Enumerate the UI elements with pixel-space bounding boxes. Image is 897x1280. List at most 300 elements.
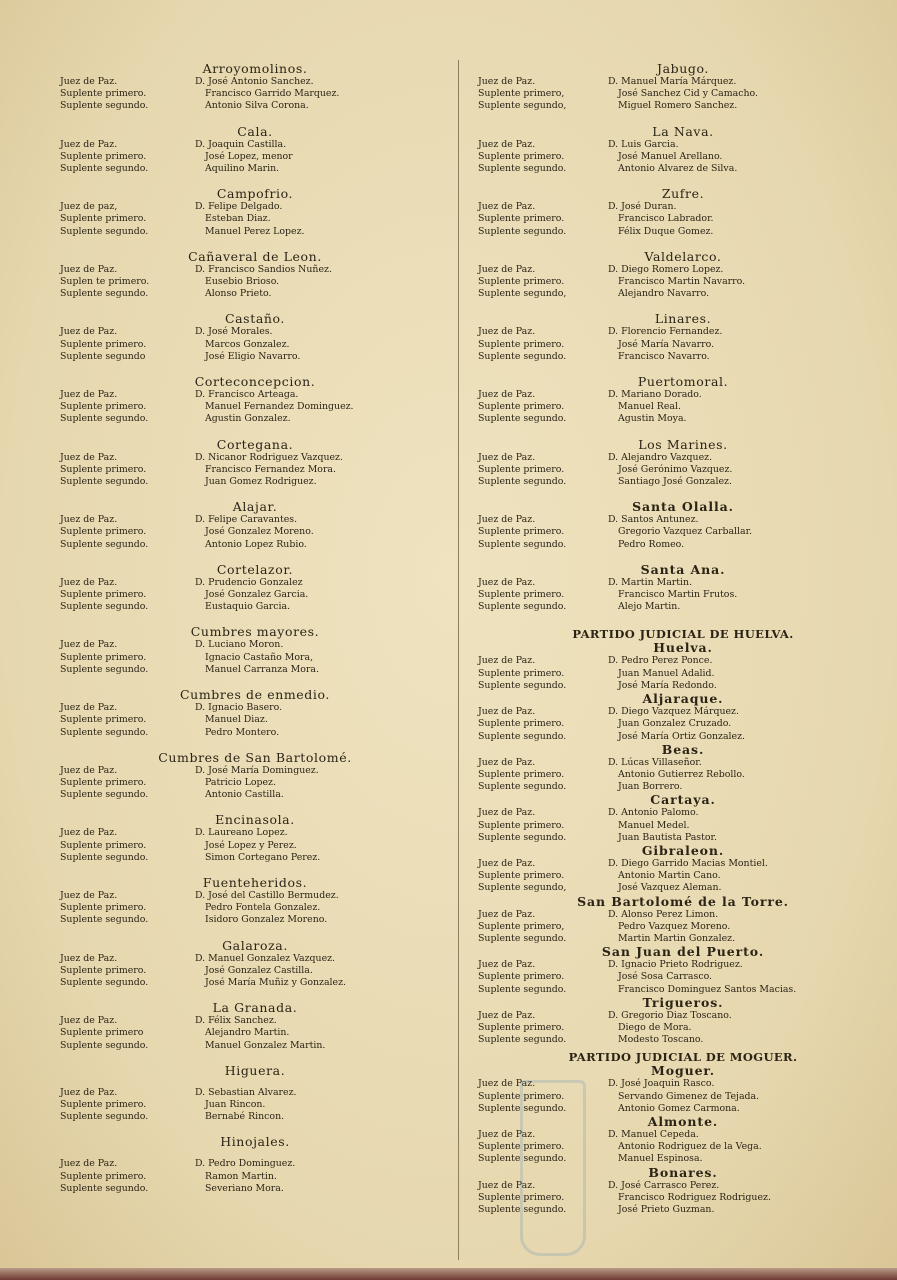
town-heading: Aljaraque. [642, 691, 724, 707]
person-name: D. José Antonio Sanchez. [195, 76, 314, 87]
entry-row [60, 577, 450, 589]
person-name: José Sanchez Cid y Camacho. [618, 88, 758, 100]
person-name: D. Pedro Dominguez. [195, 1158, 296, 1170]
entry-row [60, 789, 450, 801]
entry-row [478, 1034, 888, 1046]
town-heading: Cumbres de enmedio. [180, 687, 330, 703]
entry-row [60, 589, 450, 601]
town-heading: San Juan del Puerto. [601, 944, 765, 960]
role-label: Suplente segundo. [60, 413, 149, 425]
entry-row [478, 401, 888, 413]
role-label: Juez de Paz. [478, 263, 536, 275]
role-label: Juez de Paz. [478, 201, 536, 213]
entry-row [60, 452, 450, 464]
role-label: Suplente primero. [478, 401, 565, 413]
entry-row [60, 514, 450, 526]
town-heading: San Bartolomé de la Torre. [577, 893, 789, 909]
entry-row [478, 464, 888, 476]
entry-row [60, 339, 450, 351]
person-name: Manuel Carranza Mora. [205, 663, 319, 675]
archive-watermark-shield [520, 1080, 586, 1256]
role-label: Suplente primero. [478, 819, 565, 831]
person-name: D. Nicanor Rodriguez Vazquez. [195, 451, 343, 463]
entry-row [478, 984, 888, 996]
entry-row [478, 288, 888, 300]
person-name: José Lopez, menor [205, 150, 293, 162]
role-label: Suplente segundo. [60, 100, 149, 112]
role-label: Suplente primero. [478, 1141, 565, 1153]
entry-row [478, 201, 888, 213]
entry-row [60, 1111, 450, 1123]
role-label: Juez de Paz. [60, 952, 118, 964]
person-name: D. Manuel Gonzalez Vazquez. [195, 952, 336, 964]
entry-row [60, 827, 450, 839]
role-label: Juez de Paz. [478, 576, 536, 588]
town-heading: Valdelarco. [644, 248, 722, 264]
person-name: Servando Gimenez de Tejada. [618, 1090, 760, 1102]
entry-row [60, 151, 450, 163]
town-heading: Santa Olalla. [632, 499, 734, 515]
entry-row [60, 389, 450, 401]
entry-row [478, 807, 888, 819]
role-label: Juez de Paz. [478, 389, 536, 401]
role-label: Suplente primero. [60, 463, 147, 475]
person-name: Severiano Mora. [205, 1182, 284, 1194]
person-name: Modesto Toscano. [618, 1034, 704, 1046]
role-label: Juez de Paz. [478, 807, 536, 819]
person-name: D. Felipe Caravantes. [195, 514, 298, 526]
town-heading: Galaroza. [222, 937, 288, 953]
person-name: Aquilino Marin. [205, 163, 280, 175]
role-label: Suplente primero, [478, 920, 565, 932]
entry-row [60, 890, 450, 902]
town-heading: Bonares. [648, 1164, 718, 1180]
entry-row [478, 213, 888, 225]
town-heading: Cartaya. [650, 792, 716, 808]
person-name: José Eligio Navarro. [205, 350, 301, 362]
role-label: Suplente primero. [478, 870, 565, 882]
left-column [60, 62, 450, 1195]
person-name: D. Pedro Perez Ponce. [608, 655, 713, 667]
entry-row [478, 264, 888, 276]
role-label: Suplente segundo. [478, 538, 567, 550]
role-label: Suplente segundo. [478, 1034, 567, 1046]
person-name: Antonio Lopez Rubio. [205, 538, 307, 550]
town-heading: Fuenteheridos. [202, 874, 308, 890]
entry-row [478, 921, 888, 933]
person-name: Francisco Labrador. [618, 213, 714, 225]
person-name: José Lopez y Perez. [205, 839, 297, 851]
person-name: D. Manuel María Márquez. [608, 76, 737, 87]
town-heading: Arroyomolinos. [202, 61, 308, 76]
town-heading: Santa Ana. [640, 561, 726, 577]
town-heading: Gibraleon. [641, 842, 725, 858]
person-name: José María Muñiz y Gonzalez. [205, 976, 347, 988]
person-name: D. Francisco Sandios Nuñez. [195, 263, 332, 275]
person-name: Juan Bautista Pastor. [618, 831, 717, 843]
role-label: Suplente primero. [478, 150, 565, 162]
person-name: José María Ortiz Gonzalez. [618, 730, 745, 742]
role-label: Juez de Paz. [478, 1009, 536, 1021]
person-name: D. Diego Vazquez Márquez. [608, 706, 739, 718]
town-heading: Huelva. [653, 640, 713, 656]
role-label: Suplente segundo. [478, 163, 567, 175]
role-label: Suplente segundo, [478, 288, 567, 300]
role-label: Juez de Paz. [478, 1128, 536, 1140]
role-label: Suplen te primero. [60, 276, 150, 288]
role-label: Suplente primero. [60, 1098, 147, 1110]
person-name: Manuel Perez Lopez. [205, 225, 305, 237]
role-label: Juez de Paz. [60, 702, 118, 714]
entry-row [478, 139, 888, 151]
entry-row [60, 163, 450, 175]
role-label: Suplente segundo. [478, 1203, 567, 1215]
role-label: Juez de Paz. [478, 76, 536, 87]
role-label: Juez de paz, [60, 201, 118, 213]
entry-row [478, 577, 888, 589]
role-label: Suplente primero. [478, 1191, 565, 1203]
entry-row [478, 100, 888, 112]
person-name: José Gonzalez Moreno. [205, 526, 314, 538]
person-name: Alejo Martin. [618, 601, 681, 613]
town-heading: Hinojales. [220, 1134, 290, 1150]
role-label: Suplente segundo. [60, 1111, 149, 1123]
person-name: José Gerónimo Vazquez. [618, 463, 733, 475]
role-label: Suplente primero. [60, 526, 147, 538]
entry-row [60, 902, 450, 914]
town-heading: Cortegana. [216, 436, 294, 452]
role-label: Suplente segundo. [60, 726, 149, 738]
entry-row [60, 88, 450, 100]
person-name: D. Félix Sanchez. [195, 1015, 277, 1027]
role-label: Juez de Paz. [60, 138, 118, 150]
role-label: Suplente segundo. [60, 601, 149, 613]
entry-row [60, 652, 450, 664]
person-name: D. Ignacio Basero. [195, 702, 283, 714]
role-label: Suplente primero. [60, 651, 147, 663]
entry-row [478, 1010, 888, 1022]
role-label: Suplente primero. [60, 714, 147, 726]
entry-row [478, 476, 888, 488]
role-label: Juez de Paz. [60, 1158, 118, 1170]
person-name: D. Joaquin Castilla. [195, 138, 287, 150]
entry-row [60, 526, 450, 538]
role-label: Juez de Paz. [60, 576, 118, 588]
entry-row [60, 1171, 450, 1183]
role-label: Suplente primero. [478, 276, 565, 288]
person-name: Pedro Vazquez Moreno. [618, 920, 731, 932]
entry-row [478, 882, 888, 894]
role-label: Suplente segundo. [60, 288, 149, 300]
person-name: D. Mariano Dorado. [608, 389, 702, 401]
town-heading: Alajar. [232, 499, 278, 515]
role-label: Suplente segundo. [478, 350, 567, 362]
entry-row [60, 226, 450, 238]
person-name: Juan Gomez Rodriguez. [205, 476, 317, 488]
role-label: Suplente primero. [60, 338, 147, 350]
entry-row [60, 351, 450, 363]
entry-row [478, 909, 888, 921]
entry-row [60, 401, 450, 413]
role-label: Suplente segundo. [478, 932, 567, 944]
entry-row [478, 326, 888, 338]
entry-row [478, 351, 888, 363]
person-name: Manuel Espinosa. [618, 1153, 703, 1165]
entry-row [60, 852, 450, 864]
town-heading: Almonte. [647, 1113, 719, 1129]
person-name: Manuel Fernandez Dominguez. [205, 401, 354, 413]
role-label: Suplente segundo. [478, 1153, 567, 1165]
role-label: Juez de Paz. [478, 1179, 536, 1191]
role-label: Suplente segundo. [60, 663, 149, 675]
entry-row [60, 413, 450, 425]
entry-row [60, 264, 450, 276]
section-heading-huelva: PARTIDO JUDICIAL DE HUELVA. [572, 627, 794, 642]
person-name: Francisco Garrido Marquez. [205, 88, 340, 100]
entry-row [60, 1015, 450, 1027]
person-name: Martin Martin Gonzalez. [618, 932, 736, 944]
person-name: Antonio Silva Corona. [205, 100, 309, 112]
entry-row [60, 914, 450, 926]
entry-row [478, 959, 888, 971]
entry-row [60, 213, 450, 225]
person-name: Esteban Diaz. [205, 213, 271, 225]
entry-row [60, 139, 450, 151]
entry-row [478, 76, 888, 88]
person-name: Francisco Martin Frutos. [618, 589, 738, 601]
town-heading: Higuera. [224, 1062, 286, 1078]
role-label: Juez de Paz. [478, 706, 536, 718]
person-name: José Gonzalez Castilla. [205, 964, 313, 976]
person-name: José María Redondo. [618, 679, 717, 691]
entry-row [60, 714, 450, 726]
entry-row [478, 163, 888, 175]
entry-row [60, 276, 450, 288]
person-name: D. Prudencio Gonzalez [195, 576, 303, 588]
person-name: Alonso Prieto. [205, 288, 272, 300]
section-heading-moguer: PARTIDO JUDICIAL DE MOGUER. [568, 1050, 798, 1065]
role-label: Suplente segundo. [60, 163, 149, 175]
person-name: Manuel Diaz. [205, 714, 268, 726]
role-label: Juez de Paz. [478, 857, 536, 869]
entry-row [478, 389, 888, 401]
person-name: Alejandro Martin. [205, 1027, 290, 1039]
role-label: Suplente primero. [478, 213, 565, 225]
entry-row [60, 1158, 450, 1170]
town-heading: Castaño. [224, 311, 286, 327]
entry-row [60, 100, 450, 112]
entry-row [478, 589, 888, 601]
person-name: Francisco Fernandez Mora. [205, 463, 336, 475]
person-name: Simon Cortegano Perez. [205, 851, 321, 863]
entry-row [478, 718, 888, 730]
entry-row [60, 702, 450, 714]
role-label: Juez de Paz. [60, 451, 118, 463]
role-label: Suplente segundo. [478, 730, 567, 742]
entry-row [60, 1040, 450, 1052]
role-label: Suplente primero. [478, 667, 565, 679]
town-heading: Cala. [237, 123, 273, 139]
person-name: D. José del Castillo Bermudez. [195, 889, 339, 901]
town-heading: Jabugo. [657, 61, 709, 76]
role-label: Suplente primero. [478, 589, 565, 601]
person-name: Agustin Moya. [618, 413, 687, 425]
role-label: Suplente segundo. [60, 225, 149, 237]
entry-row [478, 539, 888, 551]
role-label: Suplente segundo. [478, 601, 567, 613]
role-label: Juez de Paz. [60, 514, 118, 526]
role-label: Juez de Paz. [478, 959, 536, 971]
person-name: Agustin Gonzalez. [205, 413, 291, 425]
person-name: D. Diego Garrido Macias Montiel. [608, 857, 768, 869]
entry-row [478, 151, 888, 163]
entry-row [478, 526, 888, 538]
person-name: Antonio Gomez Carmona. [618, 1102, 740, 1114]
role-label: Suplente segundo. [478, 983, 567, 995]
person-name: Ignacio Castaño Mora, [205, 651, 314, 663]
role-label: Suplente primero. [478, 1090, 565, 1102]
role-label: Suplente segundo. [478, 225, 567, 237]
role-label: Suplente primero. [60, 964, 147, 976]
role-label: Juez de Paz. [60, 764, 118, 776]
person-name: Gregorio Vazquez Carballar. [618, 526, 753, 538]
role-label: Suplente primero. [60, 88, 147, 100]
role-label: Suplente primero. [60, 401, 147, 413]
role-label: Suplente primero. [60, 902, 147, 914]
person-name: D. Manuel Cepeda. [608, 1128, 699, 1140]
entry-row [60, 476, 450, 488]
role-label: Suplente primero, [478, 88, 565, 100]
person-name: Juan Manuel Adalid. [618, 667, 715, 679]
role-label: Suplente segundo. [60, 476, 149, 488]
role-label: Juez de Paz. [478, 1078, 536, 1090]
person-name: D. Laureano Lopez. [195, 827, 288, 839]
role-label: Suplente segundo, [478, 100, 567, 112]
role-label: Suplente segundo. [478, 476, 567, 488]
person-name: Félix Duque Gomez. [618, 225, 714, 237]
role-label: Suplente primero. [478, 526, 565, 538]
person-name: D. Santos Antunez. [608, 514, 699, 526]
entry-row [60, 1183, 450, 1195]
person-name: Antonio Martin Cano. [618, 870, 721, 882]
role-label: Juez de Paz. [478, 138, 536, 150]
person-name: Manuel Gonzalez Martin. [205, 1039, 326, 1051]
person-name: Manuel Medel. [618, 819, 690, 831]
person-name: D. Lúcas Villaseñor. [608, 756, 702, 768]
role-label: Juez de Paz. [478, 326, 536, 338]
role-label: Suplente segundo. [478, 781, 567, 793]
person-name: Isidoro Gonzalez Moreno. [205, 914, 328, 926]
entry-row [60, 727, 450, 739]
person-name: D. Gregorio Diaz Toscano. [608, 1009, 732, 1021]
role-label: Suplente segundo. [60, 851, 149, 863]
role-label: Suplente primero. [478, 1021, 565, 1033]
entry-row [60, 1027, 450, 1039]
town-heading: Trigueros. [642, 994, 724, 1010]
person-name: José Prieto Guzman. [618, 1203, 715, 1215]
town-heading: Beas. [661, 741, 705, 757]
person-name: D. José Morales. [195, 326, 273, 338]
entry-row [60, 664, 450, 676]
entry-row [478, 226, 888, 238]
role-label: Juez de Paz. [60, 1086, 118, 1098]
person-name: Antonio Rodriguez de la Vega. [618, 1141, 762, 1153]
entry-row [60, 840, 450, 852]
role-label: Suplente segundo. [478, 679, 567, 691]
role-label: Juez de Paz. [60, 889, 118, 901]
role-label: Suplente primero. [60, 150, 147, 162]
role-label: Suplente segundo. [478, 831, 567, 843]
role-label: Suplente primero. [478, 463, 565, 475]
town-heading: Puertomoral. [637, 374, 729, 390]
entry-row [60, 777, 450, 789]
person-name: Diego de Mora. [618, 1021, 692, 1033]
entry-row [478, 858, 888, 870]
entry-row [478, 339, 888, 351]
person-name: D. Luis Garcia. [608, 138, 679, 150]
role-label: Suplente primero. [478, 768, 565, 780]
entry-row [60, 288, 450, 300]
entry-row [478, 1022, 888, 1034]
person-name: Francisco Navarro. [618, 350, 710, 362]
entry-row [478, 413, 888, 425]
entry-row [478, 88, 888, 100]
entry-row [478, 514, 888, 526]
role-label: Juez de Paz. [478, 655, 536, 667]
entry-row [60, 201, 450, 213]
role-label: Suplente segundo. [478, 413, 567, 425]
person-name: D. Francisco Arteaga. [195, 389, 299, 401]
role-label: Juez de Paz. [60, 326, 118, 338]
role-label: Suplente primero. [60, 776, 147, 788]
role-label: Juez de Paz. [60, 827, 118, 839]
town-heading: Los Marines. [638, 436, 728, 452]
role-label: Juez de Paz. [478, 756, 536, 768]
person-name: Ramon Martin. [205, 1170, 277, 1182]
role-label: Suplente segundo. [478, 1102, 567, 1114]
person-name: José Gonzalez Garcia. [205, 589, 309, 601]
role-label: Suplente primero. [478, 971, 565, 983]
role-label: Suplente primero. [478, 718, 565, 730]
entry-row [478, 820, 888, 832]
person-name: José Sosa Carrasco. [618, 971, 713, 983]
role-label: Juez de Paz. [60, 389, 118, 401]
role-label: Juez de Paz. [60, 76, 118, 87]
role-label: Suplente segundo. [60, 914, 149, 926]
person-name: Pedro Montero. [205, 726, 280, 738]
person-name: Juan Borrero. [618, 781, 683, 793]
entry-row [60, 765, 450, 777]
person-name: D. Sebastian Alvarez. [195, 1086, 297, 1098]
person-name: Bernabé Rincon. [205, 1111, 285, 1123]
entry-row [60, 977, 450, 989]
town-heading: Cumbres mayores. [190, 624, 320, 640]
person-name: Juan Gonzalez Cruzado. [618, 718, 732, 730]
role-label: Juez de Paz. [60, 639, 118, 651]
person-name: D. José María Dominguez. [195, 764, 319, 776]
person-name: D. Alejandro Vazquez. [608, 451, 713, 463]
entry-row [478, 769, 888, 781]
entry-row [478, 971, 888, 983]
town-heading: Moguer. [650, 1063, 716, 1079]
person-name: José María Navarro. [618, 338, 715, 350]
entry-row [60, 1087, 450, 1099]
person-name: Marcos Gonzalez. [205, 338, 290, 350]
person-name: Antonio Gutierrez Rebollo. [618, 768, 745, 780]
person-name: D. Florencio Fernandez. [608, 326, 723, 338]
person-name: José Manuel Arellano. [618, 150, 723, 162]
person-name: Alejandro Navarro. [618, 288, 710, 300]
